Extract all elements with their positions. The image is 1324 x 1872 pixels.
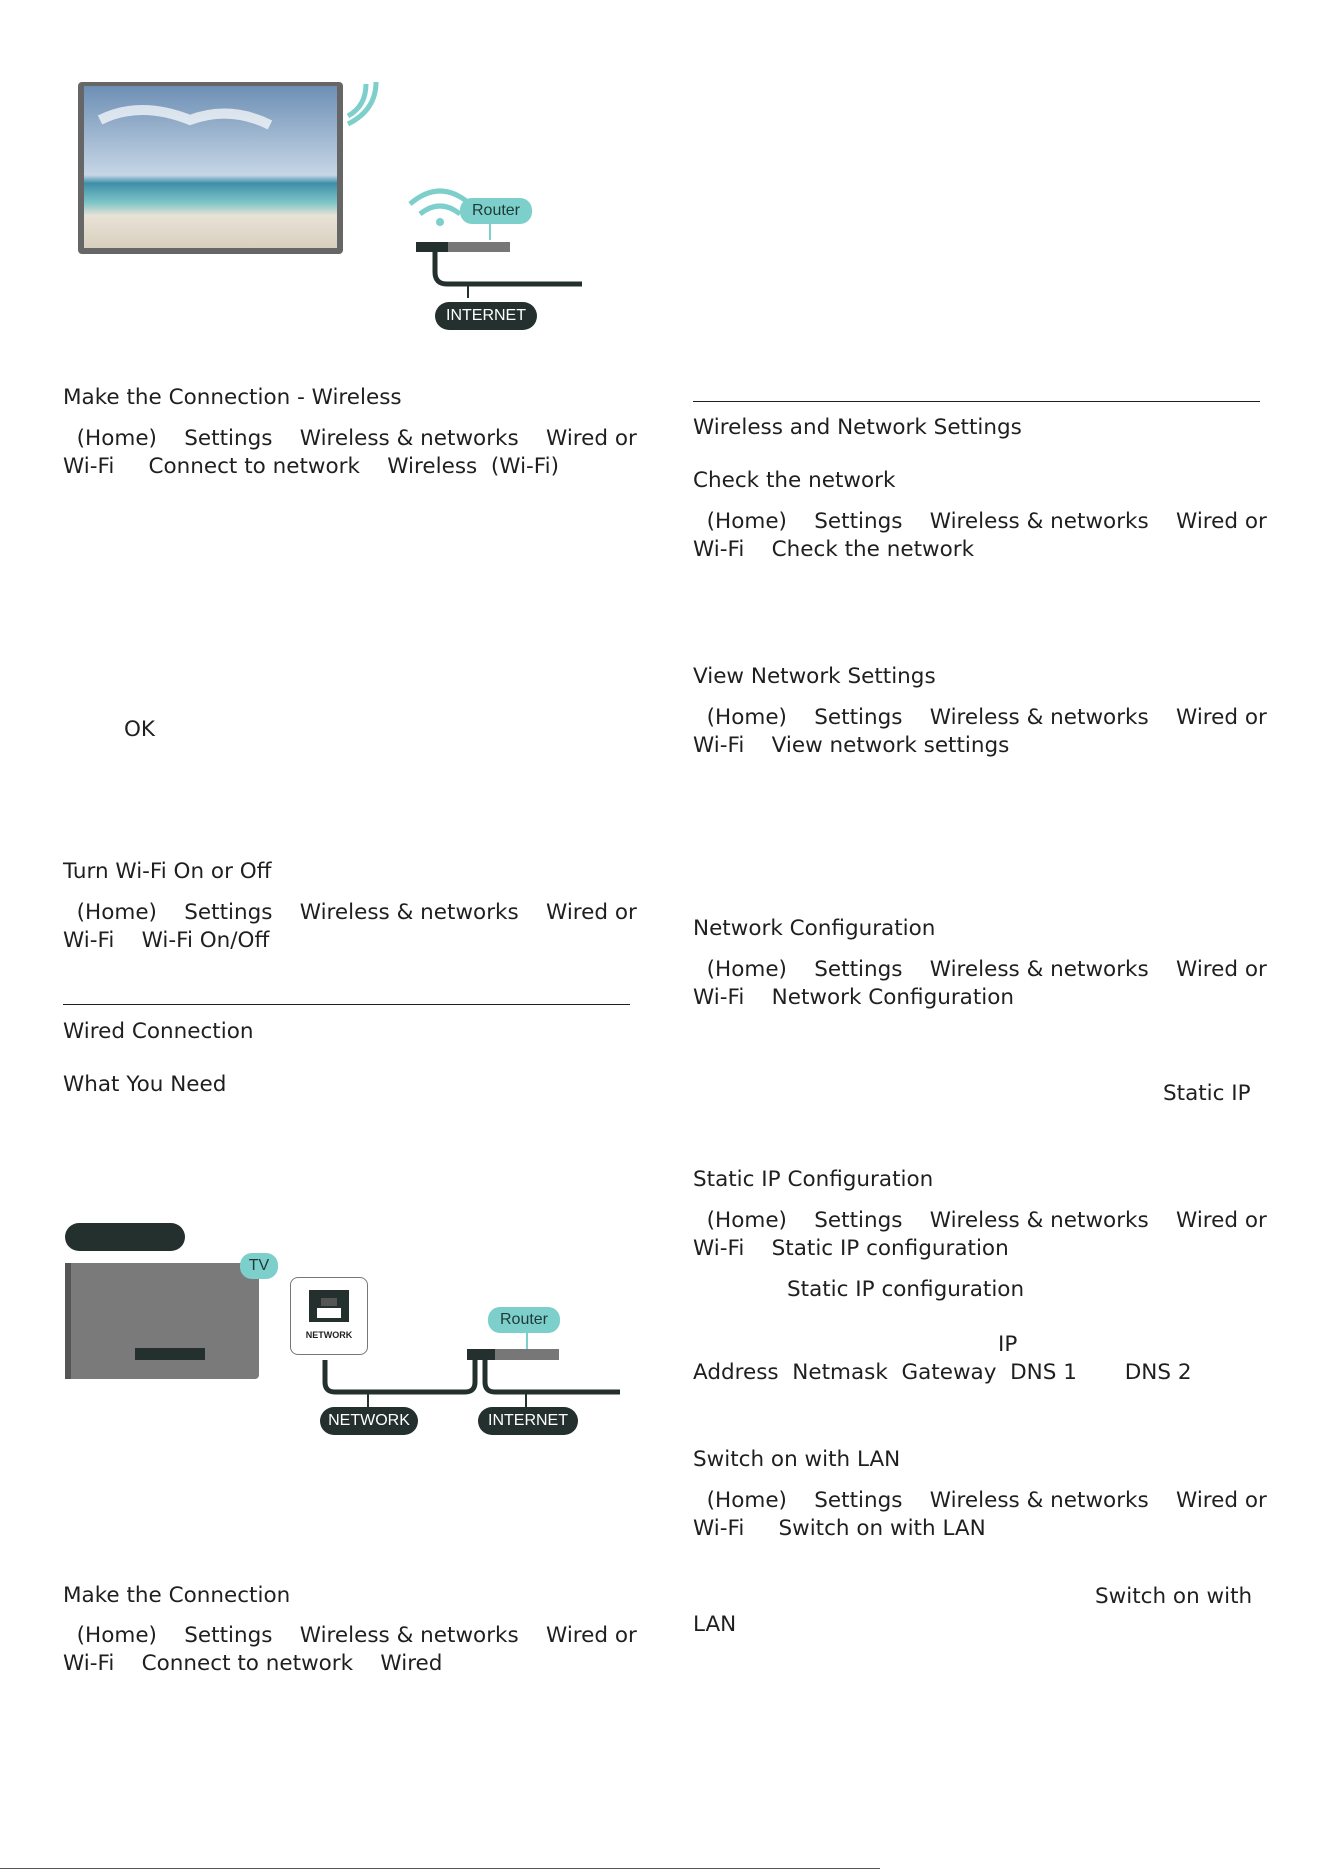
network-config-path-line-2: Wi-Fi Network Configuration [693, 985, 1015, 1010]
ip-word: IP [998, 1332, 1018, 1357]
wifi-onoff-heading: Turn Wi-Fi On or Off [63, 859, 272, 884]
check-network-path-line-1: (Home) Settings Wireless & networks Wired or [693, 509, 1267, 534]
wireless-connection-figure [60, 80, 630, 340]
network-config-path-line-1: (Home) Settings Wireless & networks Wired or [693, 957, 1267, 982]
wired-router-label: Router [488, 1307, 560, 1333]
make-wireless-path-line-1: (Home) Settings Wireless & networks Wired or [63, 426, 637, 451]
switch-lan-heading: Switch on with LAN [693, 1447, 901, 1472]
section-divider-right [693, 401, 1260, 402]
make-wired-path-line-1: (Home) Settings Wireless & networks Wired or [63, 1623, 637, 1648]
make-wireless-heading: Make the Connection - Wireless [63, 385, 402, 410]
check-network-path-line-2: Wi-Fi Check the network [693, 537, 975, 562]
wifi-onoff-path-line-1: (Home) Settings Wireless & networks Wired or [63, 900, 637, 925]
static-ip-path-line-2: Wi-Fi Static IP configuration [693, 1236, 1009, 1261]
static-ip-heading: Static IP Configuration [693, 1167, 934, 1192]
network-port-label: NETWORK [305, 1330, 353, 1340]
wifi-onoff-path-line-2: Wi-Fi Wi-Fi On/Off [63, 928, 270, 953]
wired-network-label: NETWORK [320, 1407, 418, 1435]
static-ip-word: Static IP [1163, 1081, 1251, 1106]
address-fields-line: Address Netmask Gateway DNS 1 DNS 2 [693, 1360, 1192, 1385]
what-you-need-heading: What You Need [63, 1072, 227, 1097]
switch-on-with-word: Switch on with [1095, 1584, 1253, 1609]
check-network-heading: Check the network [693, 468, 896, 493]
make-wired-heading: Make the Connection [63, 1583, 291, 1608]
section-divider-left [63, 1004, 630, 1005]
network-config-heading: Network Configuration [693, 916, 936, 941]
router-label: Router [460, 198, 532, 224]
view-network-path-line-2: Wi-Fi View network settings [693, 733, 1010, 758]
make-wired-path-line-2: Wi-Fi Connect to network Wired [63, 1651, 443, 1676]
make-wireless-path-line-2: Wi-Fi Connect to network Wireless (Wi-Fi) [63, 454, 559, 479]
tv-label: TV [240, 1253, 278, 1279]
switch-lan-path-line-2: Wi-Fi Switch on with LAN [693, 1516, 986, 1541]
lan-word: LAN [693, 1612, 737, 1637]
internet-label: INTERNET [435, 302, 537, 330]
ok-label: OK [124, 717, 156, 742]
static-ip-path-line-1: (Home) Settings Wireless & networks Wired or [693, 1208, 1267, 1233]
wired-heading: Wired Connection [63, 1019, 254, 1044]
static-ip-config-line: Static IP configuration [787, 1277, 1025, 1302]
wired-connection-figure [60, 1215, 630, 1450]
view-network-path-line-1: (Home) Settings Wireless & networks Wired or [693, 705, 1267, 730]
tv-illustration [60, 80, 350, 260]
wifi-waves-icon [342, 80, 392, 130]
footer-rule [0, 1868, 880, 1869]
wired-internet-label: INTERNET [478, 1407, 578, 1435]
view-network-heading: View Network Settings [693, 664, 936, 689]
switch-lan-path-line-1: (Home) Settings Wireless & networks Wired or [693, 1488, 1267, 1513]
network-settings-heading: Wireless and Network Settings [693, 415, 1022, 440]
